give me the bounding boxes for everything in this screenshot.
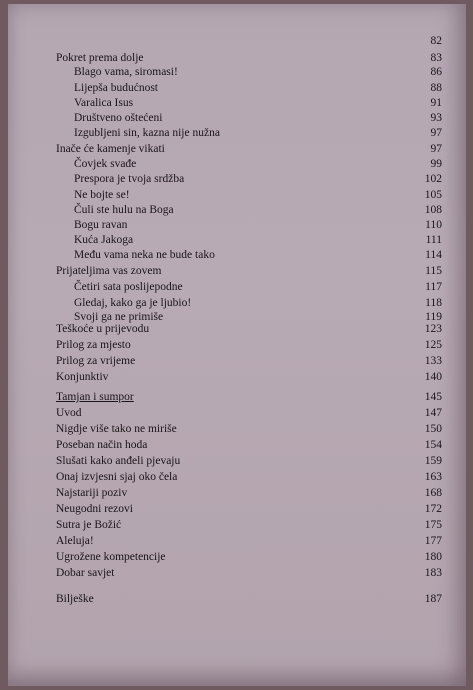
- toc-entry-title: Sutra je Božić: [56, 519, 122, 531]
- toc-entry-title: Čuli ste hulu na Boga: [74, 204, 174, 216]
- toc-entry-title: Bogu ravan: [74, 219, 128, 231]
- toc-entry-title: Aleluja!: [56, 535, 94, 547]
- toc-entry-page-number: 119: [425, 311, 442, 323]
- toc-entry: [8, 338, 466, 352]
- toc-entry: [8, 157, 466, 171]
- toc-entry-title: Izgubljeni sin, kazna nije nužna: [74, 127, 220, 139]
- toc-entry: [8, 111, 466, 125]
- toc-entry: [8, 142, 466, 156]
- toc-entry-title: Najstariji poziv: [56, 487, 128, 499]
- toc-entry: [8, 34, 466, 48]
- toc-entry-page-number: 93: [430, 112, 442, 124]
- toc-entry: [8, 438, 466, 452]
- toc-entry-page-number: 108: [424, 204, 442, 216]
- toc-entry: [8, 96, 466, 110]
- toc-entry: [8, 422, 466, 436]
- toc-entry-page-number: 88: [430, 82, 442, 94]
- toc-entry-title: Dobar savjet: [56, 567, 115, 579]
- toc-entry-title: Nigdje više tako ne miriše: [56, 423, 177, 435]
- toc-entry-title: Tamjan i sumpor: [56, 391, 134, 403]
- toc-entry-page-number: 115: [425, 265, 442, 277]
- toc-entry-page-number: 114: [425, 249, 442, 261]
- toc-entry-title: Prilog za vrijeme: [56, 355, 136, 367]
- toc-entry-page-number: 172: [424, 503, 442, 515]
- toc-entry-page-number: 154: [424, 439, 442, 451]
- toc-entry: [8, 264, 466, 278]
- table-of-contents: [8, 4, 466, 686]
- toc-entry-page-number: 175: [424, 519, 442, 531]
- toc-entry: [8, 550, 466, 564]
- toc-entry: [8, 280, 466, 294]
- toc-entry-title: Konjunktiv: [56, 371, 109, 383]
- toc-entry-page-number: 105: [424, 189, 442, 201]
- toc-entry-title: Bilješke: [56, 593, 94, 605]
- toc-entry-title: Ne bojte se!: [74, 189, 130, 201]
- toc-entry: [8, 248, 466, 262]
- toc-entry: [8, 296, 466, 310]
- toc-entry: [8, 354, 466, 368]
- toc-entry-title: Ugrožene kompetencije: [56, 551, 166, 563]
- toc-entry-page-number: 125: [424, 339, 442, 351]
- toc-entry-page-number: 177: [424, 535, 442, 547]
- toc-entry-title: Inače će kamenje vikati: [56, 143, 165, 155]
- toc-entry-page-number: 163: [424, 471, 442, 483]
- toc-entry-title: Kuća Jakoga: [74, 234, 134, 246]
- toc-entry: [8, 534, 466, 548]
- toc-entry-title: Poseban način hoda: [56, 439, 148, 451]
- toc-entry-page-number: 150: [424, 423, 442, 435]
- toc-entry-title: Gledaj, kako ga je ljubio!: [74, 297, 192, 309]
- toc-entry: [8, 233, 466, 247]
- toc-entry-title: Četiri sata poslijepodne: [74, 281, 183, 293]
- toc-entry: [8, 51, 466, 65]
- toc-entry-page-number: 123: [424, 323, 442, 335]
- toc-entry-page-number: 187: [424, 593, 442, 605]
- book-page: [8, 4, 466, 686]
- toc-entry-page-number: 110: [425, 219, 442, 231]
- toc-entry-page-number: 83: [430, 52, 442, 64]
- toc-entry: [8, 502, 466, 516]
- toc-entry-page-number: 140: [424, 371, 442, 383]
- toc-entry-title: Među vama neka ne bude tako: [74, 249, 215, 261]
- toc-entry-title: Čovjek svađe: [74, 158, 137, 170]
- toc-entry-title: Prilog za mjesto: [56, 339, 131, 351]
- toc-entry-title: Blago vama, siromasi!: [74, 66, 178, 78]
- toc-entry-title: Lijepša budućnost: [74, 82, 158, 94]
- toc-entry-page-number: 168: [424, 487, 442, 499]
- toc-entry-page-number: 180: [424, 551, 442, 563]
- toc-entry-title: Onaj izvjesni sjaj oko čela: [56, 471, 178, 483]
- toc-entry-title: Teškoće u prijevodu: [56, 323, 150, 335]
- toc-entry: [8, 322, 466, 336]
- toc-entry: [8, 203, 466, 217]
- toc-entry-page-number: 86: [430, 66, 442, 78]
- toc-entry: [8, 188, 466, 202]
- toc-entry: [8, 518, 466, 532]
- toc-entry-page-number: 99: [430, 158, 442, 170]
- toc-entry-page-number: 147: [424, 407, 442, 419]
- toc-entry: [8, 454, 466, 468]
- toc-entry-page-number: 145: [424, 391, 442, 403]
- toc-entry: [8, 172, 466, 186]
- toc-entry-title: Društveno oštećeni: [74, 112, 163, 124]
- toc-entry-title: Varalica Isus: [74, 97, 134, 109]
- toc-entry-page-number: 159: [424, 455, 442, 467]
- toc-entry-page-number: 118: [425, 297, 442, 309]
- toc-entry-title: Neugodni rezovi: [56, 503, 133, 515]
- toc-entry-page-number: 111: [425, 234, 442, 246]
- toc-entry-title: Prijateljima vas zovem: [56, 265, 162, 277]
- toc-entry-page-number: 82: [430, 35, 442, 47]
- toc-entry-page-number: 133: [424, 355, 442, 367]
- toc-entry-page-number: 97: [430, 143, 442, 155]
- toc-entry-title: Pokret prema dolje: [56, 52, 144, 64]
- toc-entry-page-number: 102: [424, 173, 442, 185]
- toc-entry-page-number: 183: [424, 567, 442, 579]
- toc-entry: [8, 390, 466, 404]
- toc-entry-page-number: 91: [430, 97, 442, 109]
- toc-entry: [8, 65, 466, 79]
- toc-entry: [8, 592, 466, 606]
- toc-entry: [8, 566, 466, 580]
- toc-entry: [8, 218, 466, 232]
- toc-entry: [8, 470, 466, 484]
- toc-entry: [8, 370, 466, 384]
- toc-entry: [8, 81, 466, 95]
- toc-entry-page-number: 117: [425, 281, 442, 293]
- toc-entry-title: Slušati kako anđeli pjevaju: [56, 455, 181, 467]
- toc-entry: [8, 126, 466, 140]
- toc-entry: [8, 486, 466, 500]
- toc-entry-title: Prespora je tvoja srdžba: [74, 173, 185, 185]
- toc-entry-title: Svoji ga ne primiše: [74, 311, 164, 323]
- toc-entry-title: Uvod: [56, 407, 82, 419]
- toc-entry-page-number: 97: [430, 127, 442, 139]
- toc-entry: [8, 406, 466, 420]
